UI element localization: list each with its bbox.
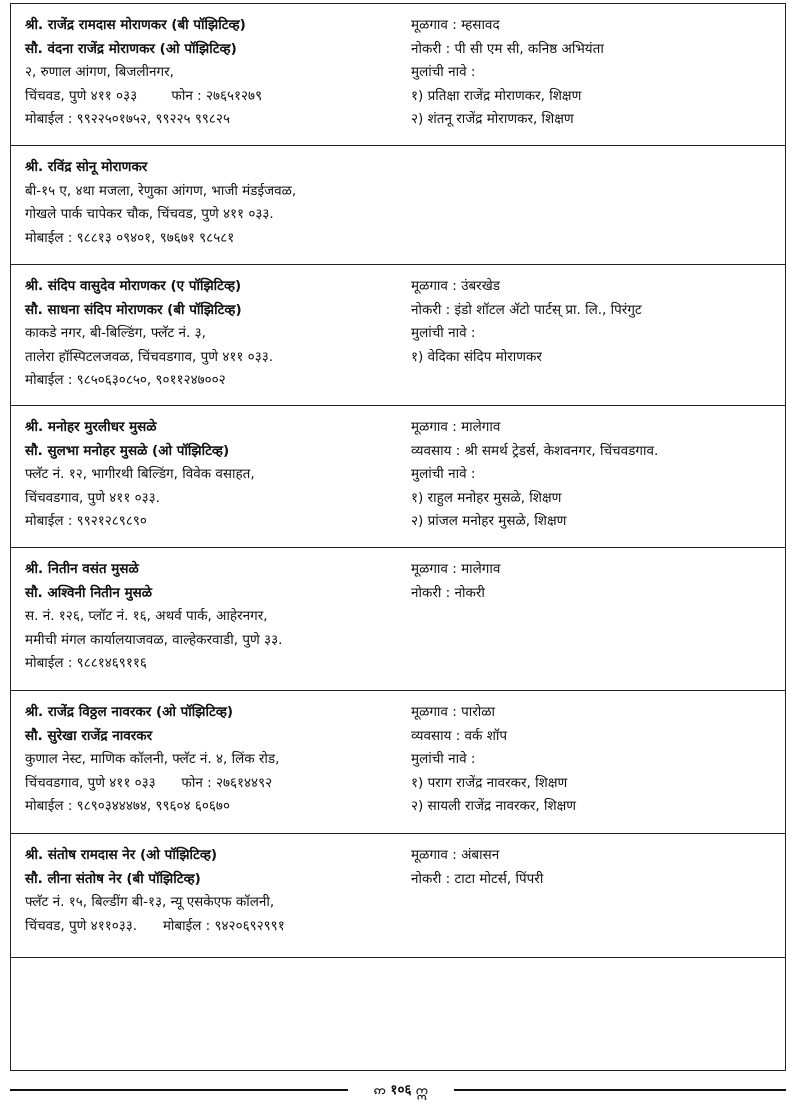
wife-name: सौ. सुलभा मनोहर मुसळे (ओ पॉझिटिव्ह)	[25, 442, 230, 459]
entry-contact-column	[25, 275, 273, 393]
occupation: व्यवसाय : वर्क शॉप	[411, 727, 508, 744]
native-village: मूळगाव : पारोळा	[411, 704, 496, 720]
wife-name: सौ. अश्विनी नितीन मुसळे	[25, 584, 153, 601]
ornament-left-icon: ဢ	[374, 1083, 386, 1097]
child-name: १) पराग राजेंद्र नावरकर, शिक्षण	[411, 774, 568, 791]
address-line: ममीची मंगल कार्यालयाजवळ, वाल्हेकरवाडी, पुणे ३३.	[25, 631, 283, 648]
directory-frame	[10, 3, 786, 1071]
directory-entry	[11, 146, 785, 265]
entry-details-column	[411, 701, 576, 819]
wife-name: सौ. साधना संदिप मोराणकर (बी पॉझिटिव्ह)	[25, 301, 242, 318]
entry-details-column	[411, 558, 500, 605]
wife-name: सौ. वंदना राजेंद्र मोराणकर (ओ पॉझिटिव्ह)	[25, 40, 237, 57]
native-village: मूळगाव : मालेगाव	[411, 561, 501, 577]
child-name: १) राहुल मनोहर मुसळे, शिक्षण	[411, 489, 562, 506]
husband-name: श्री. नितीन वसंत मुसळे	[25, 561, 139, 577]
address-line: चिंचवडगाव, पुणे ४११ ०३३ फोन : २७६१४४९२	[25, 774, 273, 791]
mobile-line: मोबाईल : ९८८१३ ०९४०१, ९७६७१ ९८५८१	[25, 229, 235, 246]
directory-entry	[11, 834, 785, 958]
address-line: काकडे नगर, बी-बिल्डिंग, फ्लॅट नं. ३,	[25, 325, 206, 341]
page-footer	[10, 1080, 786, 1100]
entry-contact-column	[25, 156, 296, 250]
children-heading: मुलांची नावे :	[411, 325, 476, 341]
ornament-right-icon: ဣ	[416, 1083, 428, 1097]
entry-contact-column	[25, 14, 262, 132]
husband-name: श्री. संतोष रामदास नेर (ओ पॉझिटिव्ह)	[25, 847, 218, 863]
empty-entry	[11, 958, 785, 1070]
husband-name: श्री. राजेंद्र विठ्ठल नावरकर (ओ पॉझिटिव्ह)	[25, 704, 234, 720]
address-line: २, रुणाल आंगण, बिजलीनगर,	[25, 64, 174, 80]
entry-contact-column	[25, 844, 285, 938]
entry-contact-column	[25, 701, 279, 819]
native-village: मूळगाव : मालेगाव	[411, 419, 501, 435]
footer-rule-left	[10, 1089, 348, 1091]
children-heading: मुलांची नावे :	[411, 751, 476, 767]
address-line: चिंचवडगाव, पुणे ४११ ०३३.	[25, 489, 160, 506]
entry-contact-column	[25, 558, 282, 676]
native-village: मूळगाव : अंबासन	[411, 847, 500, 863]
address-mobile-line: चिंचवड, पुणे ४११०३३. मोबाईल : ९४२०६९२९९१	[25, 917, 285, 934]
address-line: बी-१५ ए, ४था मजला, रेणुका आंगण, भाजी मंडईजवळ,	[25, 182, 297, 199]
directory-entry	[11, 265, 785, 406]
mobile-line: मोबाईल : ९८८१४६९११६	[25, 655, 147, 671]
entry-details-column	[411, 416, 658, 534]
children-heading: मुलांची नावे :	[411, 64, 476, 80]
mobile-line: मोबाईल : ९९२१२८९८९०	[25, 513, 147, 529]
directory-entry	[11, 548, 785, 691]
mobile-line: मोबाईल : ९८९०३४४४७४, ९९६०४ ६०६७०	[25, 798, 230, 814]
page-number: १०६	[390, 1082, 412, 1098]
occupation: व्यवसाय : श्री समर्थ ट्रेडर्स, केशवनगर, चिंचवडगाव.	[411, 442, 659, 459]
directory-entry	[11, 4, 785, 146]
child-name: १) वेदिका संदिप मोराणकर	[411, 348, 542, 365]
husband-name: श्री. संदिप वासुदेव मोराणकर (ए पॉझिटिव्ह)	[25, 278, 242, 294]
mobile-line: मोबाईल : ९८५०६३०८५०, ९०११२४७००२	[25, 372, 226, 388]
child-name: २) शंतनू राजेंद्र मोराणकर, शिक्षण	[411, 111, 574, 127]
child-name: १) प्रतिक्षा राजेंद्र मोराणकर, शिक्षण	[411, 87, 582, 104]
husband-name: श्री. राजेंद्र रामदास मोराणकर (बी पॉझिटिव्ह)	[25, 17, 246, 33]
occupation: नोकरी : नोकरी	[411, 584, 485, 601]
native-village: मूळगाव : म्हसावद	[411, 17, 500, 33]
wife-name: सौ. सुरेखा राजेंद्र नावरकर	[25, 727, 153, 744]
husband-name: श्री. रविंद्र सोनू मोराणकर	[25, 159, 148, 175]
address-line: तालेरा हॉस्पिटलजवळ, चिंचवडगाव, पुणे ४११ ०३३.	[25, 348, 274, 365]
entry-details-column	[411, 275, 642, 369]
directory-entry	[11, 691, 785, 834]
entry-details-column	[411, 14, 604, 132]
native-village: मूळगाव : उंबरखेड	[411, 278, 500, 294]
husband-name: श्री. मनोहर मुरलीधर मुसळे	[25, 419, 157, 435]
mobile-line: मोबाईल : ९९२२५०१७५२, ९९२२५ ९९८२५	[25, 111, 230, 127]
directory-entry	[11, 406, 785, 548]
footer-rule-right	[454, 1089, 786, 1091]
address-line: फ्लॅट नं. १५, बिल्डींग बी-१३, न्यू एसकेएफ कॉलनी,	[25, 894, 275, 910]
child-name: २) सायली राजेंद्र नावरकर, शिक्षण	[411, 798, 577, 814]
child-name: २) प्रांजल मनोहर मुसळे, शिक्षण	[411, 513, 567, 529]
entry-contact-column	[25, 416, 255, 534]
entry-details-column	[411, 844, 543, 891]
children-heading: मुलांची नावे :	[411, 466, 476, 482]
address-line: स. नं. १२६, प्लॉट नं. १६, अथर्व पार्क, आहेरनगर,	[25, 608, 268, 624]
page-number-block	[348, 1080, 454, 1100]
address-line: फ्लॅट नं. १२, भागीरथी बिल्डिंग, विवेक वसाहत,	[25, 466, 255, 482]
wife-name: सौ. लीना संतोष नेर (बी पॉझिटिव्ह)	[25, 870, 201, 887]
address-line: चिंचवड, पुणे ४११ ०३३ फोन : २७६५१२७९	[25, 87, 263, 104]
address-line: कुणाल नेस्ट, माणिक कॉलनी, फ्लॅट नं. ४, लिंक रोड,	[25, 751, 280, 767]
occupation: नोकरी : पी सी एम सी, कनिष्ठ अभियंता	[411, 40, 604, 57]
occupation: नोकरी : टाटा मोटर्स, पिंपरी	[411, 870, 544, 887]
occupation: नोकरी : इंडो शॉटल ॲटो पार्टस् प्रा. लि., पिरंगुट	[411, 301, 642, 318]
address-line: गोखले पार्क चापेकर चौक, चिंचवड, पुणे ४११ ०३३.	[25, 206, 274, 222]
